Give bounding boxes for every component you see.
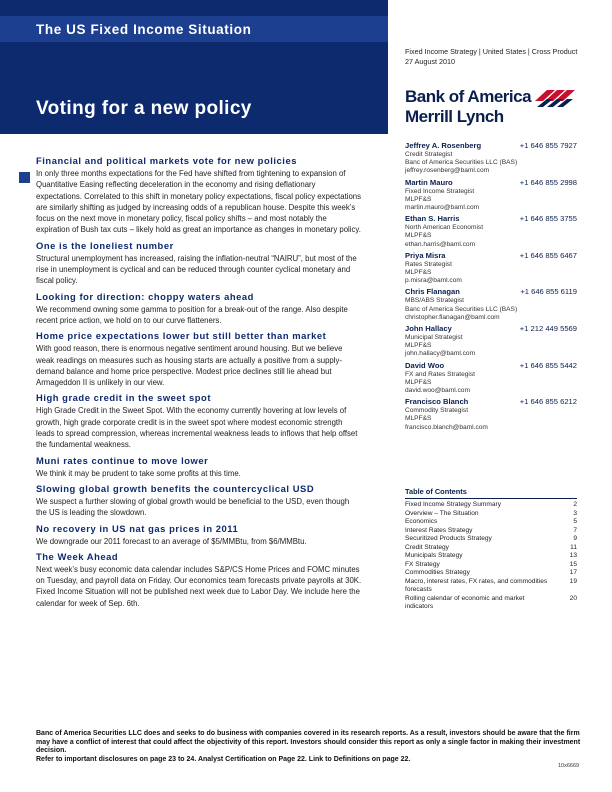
analyst-email-link[interactable]: jeffrey.rosenberg@baml.com xyxy=(405,167,490,175)
analyst-entry xyxy=(405,361,577,396)
section-heading: Home price expectations lower but still better than market xyxy=(36,330,327,342)
title-banner xyxy=(0,0,388,134)
report-meta xyxy=(405,47,577,67)
analyst-entry xyxy=(405,397,577,432)
section-heading: High grade credit in the sweet spot xyxy=(36,392,212,404)
analyst-phone: +1 646 855 7927 xyxy=(519,141,577,150)
analyst-phone: +1 646 855 3755 xyxy=(519,214,577,224)
summary-section xyxy=(36,330,362,388)
analyst-email-link[interactable]: ethan.harris@baml.com xyxy=(405,240,476,248)
analyst-list xyxy=(405,141,577,434)
summary-section xyxy=(36,523,362,547)
toc-item-label: Fixed Income Strategy Summary xyxy=(405,501,502,508)
toc-item[interactable] xyxy=(405,544,577,553)
section-heading: Looking for direction: choppy waters ahead xyxy=(36,290,254,302)
toc-item-label: Overview – The Situation xyxy=(405,509,479,517)
section-body: In only three months expectations for the Fed have shifted from tightening to expansion of Quantitative Easing reflecting deceleration in the economy and rising deflationary expectations. Correlated to this shift in monetary policy expectations, fiscal policy expectations are similarly shifting as judged by increasing odds of a republican house. Despite this week’s focus on the next move in monetary policy, fiscal policy shifts – and most notably the expiration of Bush tax cuts – likely hold as great an importance as changes in monetary policy. xyxy=(36,169,362,235)
toc-item[interactable] xyxy=(405,518,577,527)
series-title: The US Fixed Income Situation xyxy=(36,22,252,37)
analyst-header xyxy=(405,361,577,371)
section-heading: Slowing global growth benefits the countercyclical USD xyxy=(36,482,315,494)
toc-item-label: Rolling calendar of economic and market indicators xyxy=(405,594,525,610)
meta-date: 27 August 2010 xyxy=(405,57,455,66)
toc-item[interactable] xyxy=(405,561,577,570)
analyst-entry xyxy=(405,141,577,176)
summary-section xyxy=(36,483,362,519)
disclaimer xyxy=(36,730,581,764)
analyst-detail: MLPF&S xyxy=(405,232,432,240)
analyst-detail: MLPF&S xyxy=(405,415,432,423)
toc-item-page: 9 xyxy=(573,535,577,542)
toc-item[interactable] xyxy=(405,552,577,561)
analyst-name: Ethan S. Harris xyxy=(405,214,460,224)
analyst-entry xyxy=(405,251,577,286)
summary-section xyxy=(36,291,362,327)
toc-item-page: 3 xyxy=(573,509,577,517)
toc-item[interactable] xyxy=(405,569,577,578)
toc-item[interactable] xyxy=(405,501,577,510)
toc-item-page: 19 xyxy=(569,577,577,585)
section-body: We recommend owning some gamma to position for a break-out of the range. Also despite recent price action, we hold on to our curve flatteners. xyxy=(36,304,348,325)
toc-item[interactable] xyxy=(405,535,577,544)
analyst-phone: +1 646 855 5442 xyxy=(519,360,577,370)
analyst-email-link[interactable]: david.woo@baml.com xyxy=(405,387,470,395)
summary-section xyxy=(36,240,362,287)
section-body: High Grade Credit in the Sweet Spot. With the economy currently hovering at low levels of growth, high grade corporate credit is in the sweet spot where modest economic strength leads to spread compression, whereas incremental weakness leads to inflows that help offset the fundamental weakness. xyxy=(36,406,358,450)
analyst-detail: MLPF&S xyxy=(405,269,432,277)
analyst-header xyxy=(405,251,577,261)
meta-category: Fixed Income Strategy | United States | Cross Product xyxy=(405,47,578,56)
toc-item[interactable] xyxy=(405,510,577,519)
analyst-detail: Banc of America Securities LLC (BAS) xyxy=(405,305,518,313)
summary-sections xyxy=(36,155,362,613)
toc-item[interactable] xyxy=(405,595,577,612)
analyst-header xyxy=(405,214,577,224)
analyst-detail: Rates Strategist xyxy=(405,260,452,268)
report-title: Voting for a new policy xyxy=(36,98,252,119)
toc-item-label: Interest Rates Strategy xyxy=(405,526,473,534)
toc-item-page: 17 xyxy=(569,569,577,576)
analyst-phone: +1 646 855 6212 xyxy=(519,397,577,407)
analyst-entry xyxy=(405,214,577,249)
disclaimer-links-text: Refer to important disclosures on page 23 to 24. Analyst Certification on Page 22. Link to Definitions on page 22. xyxy=(36,755,411,763)
analyst-header xyxy=(405,141,577,151)
toc-item-page: 15 xyxy=(569,560,577,568)
analyst-detail: Municipal Strategist xyxy=(405,334,463,342)
analyst-header xyxy=(405,178,577,188)
analyst-detail: MLPF&S xyxy=(405,378,432,386)
analyst-email-link[interactable]: francisco.blanch@baml.com xyxy=(405,423,488,431)
analyst-header xyxy=(405,397,577,407)
section-heading: Muni rates continue to move lower xyxy=(36,454,209,466)
summary-section xyxy=(36,455,362,479)
analyst-phone: +1 646 855 2998 xyxy=(519,177,577,187)
section-body: We downgrade our 2011 forecast to an average of $5/MMBtu, from $6/MMBtu. xyxy=(36,536,307,546)
analyst-header xyxy=(405,324,577,334)
section-body: With good reason, there is enormous negative sentiment around housing. But we believe weak readings on measures such as housing starts are actually a positive from a supply-demand balance and home price perspective. Modest price declines still lie ahead but Armageddon II is unlikely in our view. xyxy=(36,344,343,388)
section-body: Next week’s busy economic data calendar includes S&P/CS Home Prices and FOMC minutes on Tuesday, and payroll data on Friday. Our economics team forecasts private payrolls at 30K. Fixed Income Situation will not be published next week due to Labor Day. We include here the calendar for week of Sep. 6th. xyxy=(36,564,362,608)
analyst-detail: MLPF&S xyxy=(405,342,432,350)
bank-of-america-merrill-lynch-logo xyxy=(405,87,585,127)
toc-item-label: Municipals Strategy xyxy=(405,552,463,559)
section-body: We suspect a further slowing of global growth would be beneficial to the USD, even though the US is leading the slowdown. xyxy=(36,496,350,518)
analyst-name: Jeffrey A. Rosenberg xyxy=(405,141,482,150)
analyst-name: Martin Mauro xyxy=(405,177,453,187)
toc-item-page: 5 xyxy=(573,518,577,525)
analyst-header xyxy=(405,287,577,297)
analyst-email-link[interactable]: martin.mauro@baml.com xyxy=(405,204,480,212)
analyst-detail: Credit Strategist xyxy=(405,151,453,158)
toc-item-label: Securitized Products Strategy xyxy=(405,535,492,542)
summary-section xyxy=(36,155,362,236)
analyst-detail: Commodity Strategist xyxy=(405,407,469,415)
summary-section xyxy=(36,392,362,450)
analyst-phone: +1 212 449 5569 xyxy=(519,324,577,334)
toc-item-page: 7 xyxy=(573,526,577,534)
analyst-name: Francisco Blanch xyxy=(405,397,469,407)
logo-text-bank-of-america: Bank of America xyxy=(405,87,532,106)
analyst-name: Priya Misra xyxy=(405,250,446,260)
analyst-detail: MBS/ABS Strategist xyxy=(405,297,464,305)
section-heading: Financial and political markets vote for new policies xyxy=(36,155,297,166)
toc-item-page: 2 xyxy=(573,501,577,508)
section-body: We think it may be prudent to take some profits at this time. xyxy=(36,468,241,478)
document-code: 10x6669 xyxy=(558,763,580,769)
logo-text-merrill-lynch: Merrill Lynch xyxy=(405,107,504,126)
table-of-contents xyxy=(405,487,577,612)
analyst-detail: North American Economist xyxy=(405,224,484,232)
analyst-detail: MLPF&S xyxy=(405,195,432,203)
flag-icon xyxy=(533,87,577,109)
analyst-entry xyxy=(405,324,577,359)
analyst-name: Chris Flanagan xyxy=(405,287,460,297)
analyst-phone: +1 646 855 6467 xyxy=(519,250,577,260)
toc-item-page: 13 xyxy=(569,552,577,559)
analyst-detail: Banc of America Securities LLC (BAS) xyxy=(405,159,518,167)
section-heading: No recovery in US nat gas prices in 2011 xyxy=(36,522,239,534)
analyst-detail: Fixed Income Strategist xyxy=(405,187,475,195)
toc-item-label: FX Strategy xyxy=(405,560,440,568)
toc-title: Table of Contents xyxy=(405,487,577,499)
toc-items xyxy=(405,501,577,612)
toc-item-label: Economics xyxy=(405,518,438,525)
analyst-entry xyxy=(405,178,577,213)
section-body: Structural unemployment has increased, raising the inflation-neutral “NAIRU”, but most of the rise in unemployment is cyclical and can be reduced through counter cyclical monetary and fiscal policy. xyxy=(36,253,357,286)
summary-section xyxy=(36,551,362,609)
section-heading: One is the loneliest number xyxy=(36,239,174,251)
analyst-detail: FX and Rates Strategist xyxy=(405,370,476,378)
analyst-entry xyxy=(405,287,577,322)
section-marker xyxy=(19,172,30,183)
toc-item[interactable] xyxy=(405,578,577,595)
analyst-email-link[interactable]: john.hallacy@baml.com xyxy=(405,350,476,358)
analyst-phone: +1 646 855 6119 xyxy=(520,287,577,297)
disclaimer-conflict-text: Banc of America Securities LLC does and seeks to do business with companies covered in its research reports. As a result, investors should be aware that the firm may have a conflict of interest that could affect the objectivity of this report. Investors should consider this report as only a single factor in making their investment decision. xyxy=(36,730,581,755)
toc-item-label: Macro, interest rates, FX rates, and commodities forecasts xyxy=(405,577,548,593)
toc-item-label: Commodities Strategy xyxy=(405,569,470,576)
toc-item-label: Credit Strategy xyxy=(405,543,449,551)
analyst-name: David Woo xyxy=(405,360,445,370)
toc-item-page: 11 xyxy=(570,543,577,551)
toc-item-page: 20 xyxy=(569,594,577,602)
analyst-email-link[interactable]: christopher.flanagan@baml.com xyxy=(405,313,500,321)
toc-item[interactable] xyxy=(405,527,577,536)
section-heading: The Week Ahead xyxy=(36,550,119,562)
analyst-email-link[interactable]: p.misra@baml.com xyxy=(405,277,462,285)
analyst-name: John Hallacy xyxy=(405,324,452,334)
